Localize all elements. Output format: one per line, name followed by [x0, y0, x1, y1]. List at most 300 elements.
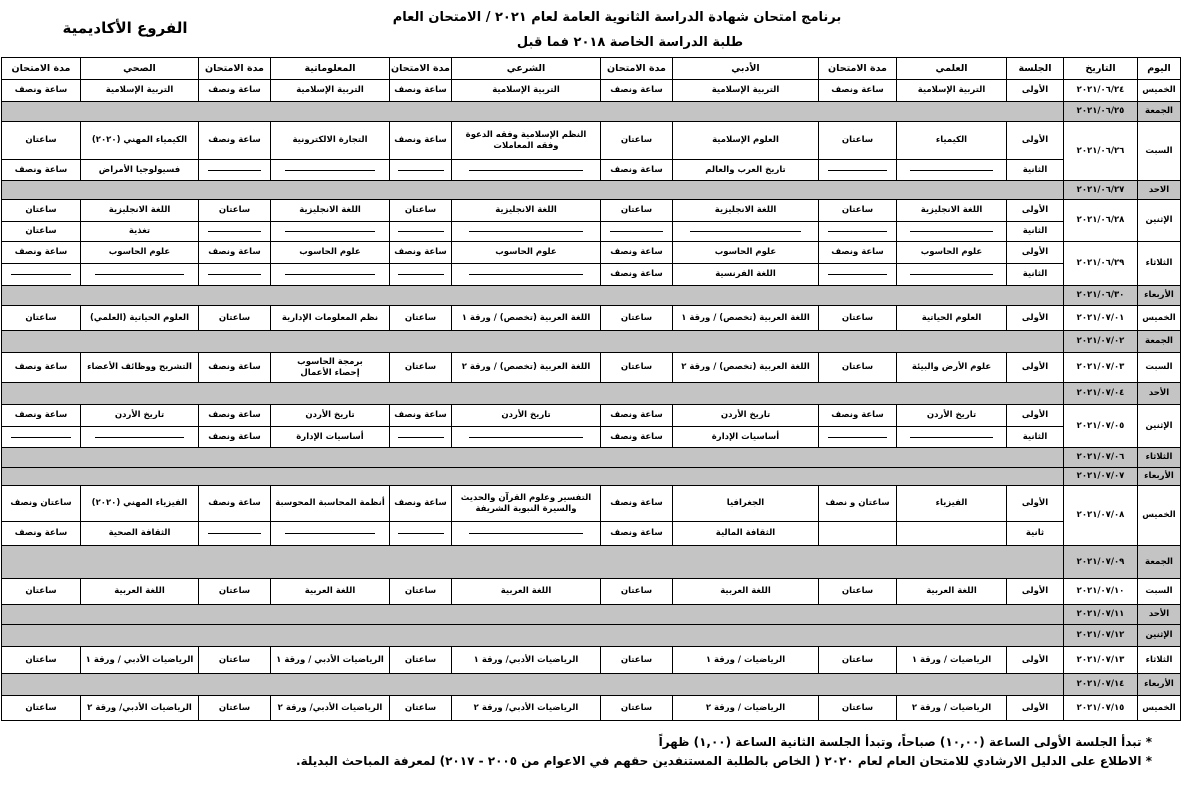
no-exam-line [398, 274, 444, 275]
health-duration-cell: ساعتان [2, 579, 81, 605]
sharia-duration-cell [390, 427, 452, 448]
sharia-duration-cell: ساعتان [390, 579, 452, 605]
literary-duration-cell: ساعة ونصف [601, 427, 673, 448]
sharia-subject-cell [452, 264, 601, 286]
table-row [2, 80, 1181, 102]
day-cell: الخميس [1138, 486, 1181, 546]
sharia-duration-cell: ساعتان [390, 696, 452, 721]
no-exam-day-bar [2, 102, 1064, 122]
literary-duration-cell: ساعة ونصف [601, 264, 673, 286]
session-cell: ثانية [1007, 522, 1064, 546]
scientific-duration-cell: ساعتان [819, 353, 897, 383]
no-exam-line [469, 274, 583, 275]
header-session: الجلسة [1007, 58, 1064, 80]
session-cell: الأولى [1007, 647, 1064, 674]
sharia-duration-cell: ساعة ونصف [390, 405, 452, 427]
no-exam-line [398, 437, 444, 438]
session-cell: الأولى [1007, 486, 1064, 522]
session-cell: الأولى [1007, 306, 1064, 331]
informatics-duration-cell: ساعة ونصف [199, 122, 271, 160]
table-row [2, 522, 1181, 546]
scientific-subject-cell: التربية الإسلامية [897, 80, 1007, 102]
no-exam-line [208, 231, 262, 232]
no-exam-line [910, 231, 993, 232]
health-duration-cell: ساعتان [2, 122, 81, 160]
no-exam-day-row [2, 625, 1181, 647]
day-cell: الثلاثاء [1138, 647, 1181, 674]
no-exam-line [398, 231, 444, 232]
footnote-session-times: * تبدأ الجلسة الأولى الساعة (١٠,٠٠) صباحاً، وتبدأ الجلسة الثانية الساعة (١,٠٠) ظهراً [658, 735, 1152, 749]
day-cell: الأربعاء [1138, 468, 1181, 486]
literary-duration-cell: ساعتان [601, 353, 673, 383]
day-cell: السبت [1138, 579, 1181, 605]
no-exam-line [469, 437, 583, 438]
day-cell: الخميس [1138, 80, 1181, 102]
scientific-subject-cell [897, 427, 1007, 448]
literary-duration-cell: ساعتان [601, 122, 673, 160]
literary-subject-cell: الرياضيات / ورقة ٢ [673, 696, 819, 721]
sharia-subject-cell: اللغة العربية [452, 579, 601, 605]
sharia-subject-cell: علوم الحاسوب [452, 242, 601, 264]
scientific-subject-cell [897, 160, 1007, 181]
literary-duration-cell: ساعتان [601, 647, 673, 674]
sharia-subject-cell: التفسير وعلوم القرآن والحديث والسيرة النبوية الشريفة [452, 486, 601, 522]
date-cell: ٢٠٢١/٠٧/٠٤ [1064, 383, 1138, 405]
no-exam-line [828, 170, 887, 171]
day-cell: الجمعة [1138, 546, 1181, 579]
table-row [2, 353, 1181, 383]
no-exam-line [11, 437, 70, 438]
header-literary: الأدبي [673, 58, 819, 80]
header-health-duration: مدة الامتحان [2, 58, 81, 80]
literary-duration-cell: ساعتان [601, 306, 673, 331]
table-row [2, 222, 1181, 242]
day-cell: السبت [1138, 353, 1181, 383]
date-cell: ٢٠٢١/٠٧/١٥ [1064, 696, 1138, 721]
table-body [2, 80, 1181, 721]
no-exam-line [11, 274, 70, 275]
session-cell: الثانية [1007, 160, 1064, 181]
no-exam-line [285, 170, 375, 171]
date-cell: ٢٠٢١/٠٦/٢٥ [1064, 102, 1138, 122]
scientific-subject-cell: الكيمياء [897, 122, 1007, 160]
informatics-duration-cell: ساعتان [199, 579, 271, 605]
scientific-subject-cell [897, 222, 1007, 242]
scientific-duration-cell: ساعتان [819, 306, 897, 331]
table-row [2, 306, 1181, 331]
header-sharia: الشرعي [452, 58, 601, 80]
day-cell: الأربعاء [1138, 674, 1181, 696]
informatics-duration-cell: ساعة ونصف [199, 405, 271, 427]
date-cell: ٢٠٢١/٠٧/٠٨ [1064, 486, 1138, 546]
health-duration-cell: ساعتان [2, 200, 81, 222]
health-duration-cell: ساعتان [2, 696, 81, 721]
health-subject-cell: فسيولوجيا الأمراض [81, 160, 199, 181]
date-cell: ٢٠٢١/٠٧/١٢ [1064, 625, 1138, 647]
no-exam-line [469, 533, 583, 534]
no-exam-day-row [2, 468, 1181, 486]
no-exam-day-row [2, 546, 1181, 579]
sharia-subject-cell [452, 160, 601, 181]
date-cell: ٢٠٢١/٠٧/٠٥ [1064, 405, 1138, 448]
health-duration-cell: ساعتان [2, 647, 81, 674]
informatics-duration-cell: ساعة ونصف [199, 353, 271, 383]
day-cell: السبت [1138, 122, 1181, 181]
no-exam-day-bar [2, 468, 1064, 486]
no-exam-line [398, 533, 444, 534]
health-subject-cell: اللغة الانجليزية [81, 200, 199, 222]
health-duration-cell: ساعة ونصف [2, 353, 81, 383]
sharia-duration-cell [390, 222, 452, 242]
table-row [2, 242, 1181, 264]
table-row [2, 427, 1181, 448]
sharia-duration-cell: ساعتان [390, 647, 452, 674]
date-cell: ٢٠٢١/٠٦/٢٩ [1064, 242, 1138, 286]
literary-duration-cell: ساعة ونصف [601, 522, 673, 546]
health-duration-cell: ساعة ونصف [2, 242, 81, 264]
literary-subject-cell: الثقافة المالية [673, 522, 819, 546]
date-cell: ٢٠٢١/٠٧/٠٢ [1064, 331, 1138, 353]
informatics-subject-cell [271, 264, 390, 286]
informatics-duration-cell: ساعتان [199, 200, 271, 222]
health-duration-cell: ساعتان ونصف [2, 486, 81, 522]
day-cell: الجمعة [1138, 102, 1181, 122]
informatics-duration-cell [199, 160, 271, 181]
sharia-duration-cell: ساعتان [390, 200, 452, 222]
day-cell: الإثنين [1138, 405, 1181, 448]
scientific-duration-cell: ساعتان [819, 122, 897, 160]
day-cell: الجمعة [1138, 331, 1181, 353]
date-cell: ٢٠٢١/٠٧/٠١ [1064, 306, 1138, 331]
literary-subject-cell: اللغة الانجليزية [673, 200, 819, 222]
session-cell: الثانية [1007, 427, 1064, 448]
informatics-subject-cell: التجارة الالكترونية [271, 122, 390, 160]
no-exam-line [95, 437, 185, 438]
health-subject-cell: الفيزياء المهني (٢٠٢٠) [81, 486, 199, 522]
table-row [2, 200, 1181, 222]
health-subject-cell: الرياضيات الأدبي / ورقة ١ [81, 647, 199, 674]
informatics-subject-cell: علوم الحاسوب [271, 242, 390, 264]
literary-duration-cell: ساعة ونصف [601, 80, 673, 102]
session-cell: الأولى [1007, 122, 1064, 160]
literary-subject-cell: التربية الإسلامية [673, 80, 819, 102]
scientific-subject-cell: علوم الأرض والبيئة [897, 353, 1007, 383]
literary-subject-cell: اللغة العربية [673, 579, 819, 605]
literary-subject-cell: العلوم الإسلامية [673, 122, 819, 160]
sharia-subject-cell: تاريخ الأردن [452, 405, 601, 427]
table-row [2, 160, 1181, 181]
day-cell: الإثنين [1138, 200, 1181, 242]
date-cell: ٢٠٢١/٠٧/٠٩ [1064, 546, 1138, 579]
day-cell: الأحد [1138, 605, 1181, 625]
health-subject-cell: علوم الحاسوب [81, 242, 199, 264]
informatics-duration-cell: ساعة ونصف [199, 427, 271, 448]
health-duration-cell [2, 427, 81, 448]
header-literary-duration: مدة الامتحان [601, 58, 673, 80]
date-cell: ٢٠٢١/٠٧/٠٣ [1064, 353, 1138, 383]
literary-subject-cell: اللغة الفرنسية [673, 264, 819, 286]
informatics-subject-cell: الرياضيات الأدبي/ ورقة ٢ [271, 696, 390, 721]
sharia-duration-cell: ساعتان [390, 306, 452, 331]
informatics-duration-cell: ساعة ونصف [199, 80, 271, 102]
informatics-duration-cell: ساعتان [199, 696, 271, 721]
header-scientific: العلمي [897, 58, 1007, 80]
informatics-subject-cell: تاريخ الأردن [271, 405, 390, 427]
scientific-duration-cell: ساعة ونصف [819, 405, 897, 427]
table-row [2, 696, 1181, 721]
exam-schedule-table [1, 57, 1181, 721]
no-exam-line [910, 437, 993, 438]
no-exam-day-bar [2, 181, 1064, 200]
no-exam-line [398, 170, 444, 171]
no-exam-line [910, 274, 993, 275]
no-exam-day-row [2, 674, 1181, 696]
day-cell: الإثنين [1138, 625, 1181, 647]
session-cell: الأولى [1007, 353, 1064, 383]
scientific-duration-cell: ساعتان و نصف [819, 486, 897, 522]
scientific-subject-cell: الرياضيات / ورقة ١ [897, 647, 1007, 674]
day-cell: الاحد [1138, 181, 1181, 200]
session-cell: الثانية [1007, 222, 1064, 242]
scientific-duration-cell [819, 264, 897, 286]
scientific-duration-cell: ساعة ونصف [819, 242, 897, 264]
table-row [2, 122, 1181, 160]
no-exam-line [285, 274, 375, 275]
sharia-duration-cell [390, 264, 452, 286]
literary-subject-cell: أساسيات الإدارة [673, 427, 819, 448]
health-subject-cell: تغذية [81, 222, 199, 242]
session-cell: الثانية [1007, 264, 1064, 286]
scientific-subject-cell: الفيزياء [897, 486, 1007, 522]
informatics-subject-cell [271, 160, 390, 181]
no-exam-day-row [2, 383, 1181, 405]
no-exam-line [828, 231, 887, 232]
sharia-subject-cell: التربية الإسلامية [452, 80, 601, 102]
sharia-duration-cell [390, 522, 452, 546]
no-exam-day-row [2, 448, 1181, 468]
header-day: اليوم [1138, 58, 1181, 80]
sharia-subject-cell [452, 427, 601, 448]
day-cell: الأربعاء [1138, 286, 1181, 306]
session-cell: الأولى [1007, 579, 1064, 605]
date-cell: ٢٠٢١/٠٦/٢٨ [1064, 200, 1138, 242]
scientific-subject-cell: تاريخ الأردن [897, 405, 1007, 427]
no-exam-line [208, 533, 262, 534]
table-row [2, 647, 1181, 674]
date-cell: ٢٠٢١/٠٦/٢٤ [1064, 80, 1138, 102]
sharia-subject-cell: اللغة العربية (تخصص) / ورقة ١ [452, 306, 601, 331]
no-exam-line [208, 170, 262, 171]
session-cell: الأولى [1007, 696, 1064, 721]
no-exam-line [910, 170, 993, 171]
sharia-subject-cell: اللغة الانجليزية [452, 200, 601, 222]
branches-label: الفروع الأكاديمية [62, 19, 188, 37]
date-cell: ٢٠٢١/٠٧/١٠ [1064, 579, 1138, 605]
sharia-subject-cell [452, 222, 601, 242]
literary-subject-cell: اللغة العربية (تخصص) / ورقة ٢ [673, 353, 819, 383]
sharia-subject-cell [452, 522, 601, 546]
session-cell: الأولى [1007, 200, 1064, 222]
date-cell: ٢٠٢١/٠٧/١٣ [1064, 647, 1138, 674]
date-cell: ٢٠٢١/٠٧/٠٦ [1064, 448, 1138, 468]
scientific-duration-cell: ساعتان [819, 647, 897, 674]
health-duration-cell: ساعتان [2, 306, 81, 331]
literary-subject-cell: علوم الحاسوب [673, 242, 819, 264]
literary-subject-cell: اللغة العربية (تخصص) / ورقة ١ [673, 306, 819, 331]
health-subject-cell: التشريح ووظائف الأعضاء [81, 353, 199, 383]
health-subject-cell [81, 427, 199, 448]
no-exam-line [610, 231, 664, 232]
day-cell: الثلاثاء [1138, 448, 1181, 468]
no-exam-day-bar [2, 383, 1064, 405]
page-title: برنامج امتحان شهادة الدراسة الثانوية العامة لعام ٢٠٢١ / الامتحان العام [392, 10, 842, 25]
header-informatics: المعلوماتية [271, 58, 390, 80]
table-header-row [2, 58, 1181, 80]
no-exam-line [828, 437, 887, 438]
session-cell: الأولى [1007, 242, 1064, 264]
no-exam-day-bar [2, 286, 1064, 306]
header-health: الصحي [81, 58, 199, 80]
date-cell: ٢٠٢١/٠٦/٣٠ [1064, 286, 1138, 306]
day-cell: الثلاثاء [1138, 242, 1181, 286]
scientific-duration-cell [819, 160, 897, 181]
no-exam-day-row [2, 605, 1181, 625]
health-subject-cell: العلوم الحياتية (العلمي) [81, 306, 199, 331]
table-row [2, 405, 1181, 427]
literary-duration-cell [601, 222, 673, 242]
informatics-subject-cell: التربية الإسلامية [271, 80, 390, 102]
sharia-duration-cell: ساعتان [390, 353, 452, 383]
health-subject-cell: الرياضيات الأدبي/ ورقة ٢ [81, 696, 199, 721]
scientific-duration-cell: ساعتان [819, 200, 897, 222]
day-cell: الخميس [1138, 306, 1181, 331]
informatics-subject-cell [271, 522, 390, 546]
health-subject-cell: تاريخ الأردن [81, 405, 199, 427]
health-duration-cell: ساعة ونصف [2, 522, 81, 546]
scientific-subject-cell [897, 264, 1007, 286]
sharia-subject-cell: الرياضيات الأدبي/ ورقة ٢ [452, 696, 601, 721]
sharia-subject-cell: الرياضيات الأدبي/ ورقة ١ [452, 647, 601, 674]
informatics-subject-cell: اللغة العربية [271, 579, 390, 605]
literary-duration-cell: ساعة ونصف [601, 486, 673, 522]
session-cell: الأولى [1007, 405, 1064, 427]
no-exam-day-bar [2, 546, 1064, 579]
literary-subject-cell: تاريخ الأردن [673, 405, 819, 427]
no-exam-day-row [2, 331, 1181, 353]
no-exam-day-bar [2, 605, 1064, 625]
health-duration-cell [2, 264, 81, 286]
informatics-subject-cell: الرياضيات الأدبي / ورقة ١ [271, 647, 390, 674]
informatics-subject-cell: اللغة الانجليزية [271, 200, 390, 222]
scientific-duration-cell [819, 427, 897, 448]
table-row [2, 264, 1181, 286]
session-cell: الأولى [1007, 80, 1064, 102]
header-scientific-duration: مدة الامتحان [819, 58, 897, 80]
header-informatics-duration: مدة الامتحان [199, 58, 271, 80]
informatics-duration-cell [199, 264, 271, 286]
header-date: التاريخ [1064, 58, 1138, 80]
scientific-subject-cell: اللغة العربية [897, 579, 1007, 605]
health-duration-cell: ساعة ونصف [2, 80, 81, 102]
no-exam-line [95, 274, 185, 275]
health-subject-cell: الكيمياء المهني (٢٠٢٠) [81, 122, 199, 160]
informatics-duration-cell: ساعة ونصف [199, 486, 271, 522]
sharia-subject-cell: اللغة العربية (تخصص) / ورقة ٢ [452, 353, 601, 383]
sharia-subject-cell: النظم الإسلامية وفقه الدعوة وفقه المعاملات [452, 122, 601, 160]
date-cell: ٢٠٢١/٠٦/٢٧ [1064, 181, 1138, 200]
no-exam-line [469, 170, 583, 171]
health-subject-cell: التربية الإسلامية [81, 80, 199, 102]
day-cell: الخميس [1138, 696, 1181, 721]
no-exam-day-bar [2, 625, 1064, 647]
scientific-duration-cell: ساعتان [819, 579, 897, 605]
no-exam-line [828, 274, 887, 275]
page-subtitle: طلبة الدراسة الخاصة ٢٠١٨ فما قبل [516, 35, 744, 50]
table-row [2, 486, 1181, 522]
date-cell: ٢٠٢١/٠٧/١٤ [1064, 674, 1138, 696]
sharia-duration-cell: ساعة ونصف [390, 122, 452, 160]
literary-subject-cell [673, 222, 819, 242]
scientific-subject-cell: الرياضيات / ورقة ٢ [897, 696, 1007, 721]
no-exam-day-row [2, 181, 1181, 200]
date-cell: ٢٠٢١/٠٦/٢٦ [1064, 122, 1138, 181]
sharia-duration-cell [390, 160, 452, 181]
informatics-duration-cell: ساعة ونصف [199, 242, 271, 264]
sharia-duration-cell: ساعة ونصف [390, 242, 452, 264]
table-row [2, 579, 1181, 605]
no-exam-line [690, 231, 802, 232]
scientific-duration-cell: ساعة ونصف [819, 80, 897, 102]
literary-subject-cell: الرياضيات / ورقة ١ [673, 647, 819, 674]
no-exam-line [208, 274, 262, 275]
literary-duration-cell: ساعة ونصف [601, 405, 673, 427]
no-exam-line [285, 533, 375, 534]
literary-duration-cell: ساعتان [601, 579, 673, 605]
no-exam-day-row [2, 286, 1181, 306]
scientific-subject-cell: اللغة الانجليزية [897, 200, 1007, 222]
scientific-duration-cell [819, 522, 897, 546]
health-subject-cell [81, 264, 199, 286]
health-subject-cell: اللغة العربية [81, 579, 199, 605]
scientific-duration-cell: ساعتان [819, 696, 897, 721]
literary-duration-cell: ساعتان [601, 200, 673, 222]
literary-subject-cell: الجغرافيا [673, 486, 819, 522]
no-exam-day-row [2, 102, 1181, 122]
date-cell: ٢٠٢١/٠٧/١١ [1064, 605, 1138, 625]
scientific-subject-cell: علوم الحاسوب [897, 242, 1007, 264]
health-duration-cell: ساعتان [2, 222, 81, 242]
sharia-duration-cell: ساعة ونصف [390, 80, 452, 102]
no-exam-line [285, 231, 375, 232]
informatics-duration-cell: ساعتان [199, 647, 271, 674]
informatics-duration-cell: ساعتان [199, 306, 271, 331]
literary-duration-cell: ساعة ونصف [601, 242, 673, 264]
informatics-subject-cell: نظم المعلومات الإدارية [271, 306, 390, 331]
day-cell: الأحد [1138, 383, 1181, 405]
informatics-duration-cell [199, 222, 271, 242]
informatics-subject-cell: برمجة الحاسوب إحصاء الأعمال [271, 353, 390, 383]
literary-subject-cell: تاريخ العرب والعالم [673, 160, 819, 181]
informatics-duration-cell [199, 522, 271, 546]
sharia-duration-cell: ساعة ونصف [390, 486, 452, 522]
health-duration-cell: ساعة ونصف [2, 160, 81, 181]
literary-duration-cell: ساعة ونصف [601, 160, 673, 181]
no-exam-day-bar [2, 674, 1064, 696]
informatics-subject-cell: أساسيات الإدارة [271, 427, 390, 448]
header-sharia-duration: مدة الامتحان [390, 58, 452, 80]
informatics-subject-cell [271, 222, 390, 242]
health-subject-cell: الثقافة الصحية [81, 522, 199, 546]
